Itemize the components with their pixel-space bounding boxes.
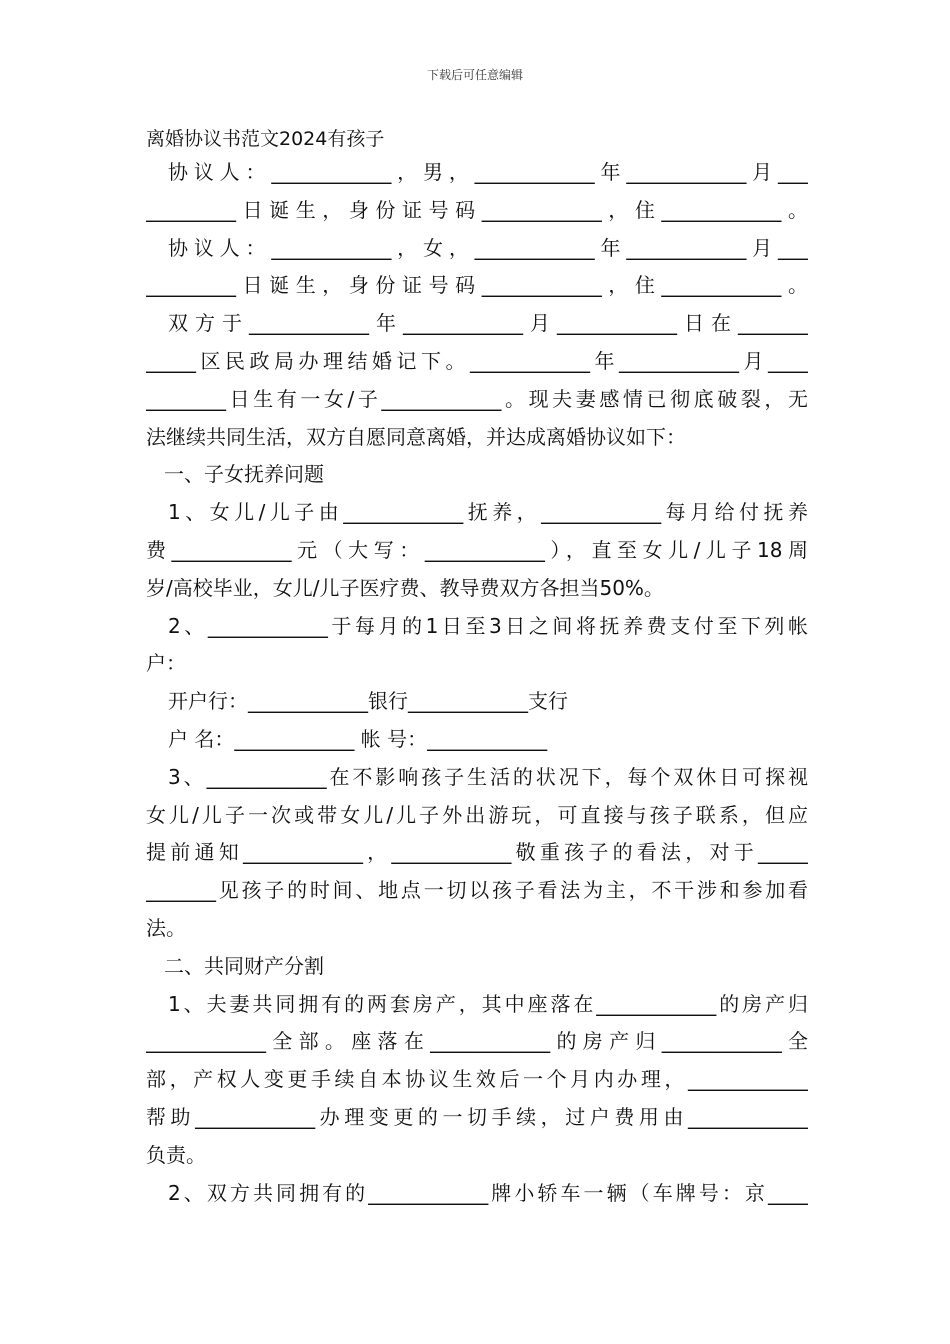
paragraph-line: ____________全部。座落在____________的房产归____________全 (146, 1029, 808, 1054)
paragraph-line: 负责。 (146, 1142, 206, 1167)
paragraph-line: 提前通知____________，____________敬重孩子的看法，对于_____ (146, 840, 808, 865)
paragraph-line: 户 名：____________ 帐 号：____________ (168, 726, 548, 751)
paragraph-line: 部，产权人变更手续自本协议生效后一个月内办理，____________ (146, 1067, 808, 1092)
document-body (146, 154, 808, 1212)
paragraph-line: 女儿/儿子一次或带女儿/儿子外出游玩，可直接与孩子联系，但应 (146, 802, 808, 827)
paragraph-line: 2、____________于每月的1日至3日之间将抚养费支付至下列帐 (168, 613, 808, 638)
paragraph-line: 法继续共同生活，双方自愿同意离婚，并达成离婚协议如下： (146, 424, 686, 449)
paragraph-line: 2、双方共同拥有的____________牌小轿车一辆（车牌号：京____ (168, 1180, 808, 1205)
paragraph-line: 3、____________在不影响孩子生活的状况下，每个双休日可探视 (168, 764, 808, 789)
paragraph-line: 岁/高校毕业，女儿/儿子医疗费、教导费双方各担当50%。 (146, 575, 664, 600)
paragraph-line: _________日诞生，身份证号码____________，住____________。 (146, 273, 808, 298)
paragraph-line: 1、女儿/儿子由____________抚养，____________每月给付抚养 (168, 500, 808, 525)
paragraph-line: 协议人：____________，女，____________年____________月___ (168, 235, 808, 260)
paragraph-line: 协议人：____________，男，____________年____________月___ (168, 160, 808, 184)
paragraph-line: 户： (146, 651, 186, 676)
paragraph-line: 开户行：____________银行____________支行 (168, 689, 568, 714)
section-heading: 一、子女抚养问题 (164, 462, 324, 487)
page-header: 下载后可任意编辑 (426, 68, 523, 82)
section-heading: 二、共同财产分割 (164, 953, 324, 978)
paragraph-line: _____区民政局办理结婚记下。____________年____________月____ (146, 348, 808, 373)
paragraph-line: _________日诞生，身份证号码____________，住____________。 (146, 197, 808, 222)
paragraph-line: 双方于____________年____________月____________日在_______ (168, 311, 808, 336)
paragraph-line: 1、夫妻共同拥有的两套房产，其中座落在____________的房产归 (168, 991, 808, 1016)
paragraph-line: 费____________元（大写：____________），直至女儿/儿子18周 (146, 537, 808, 562)
document-title: 离婚协议书范文2024有孩子 (146, 128, 385, 150)
paragraph-line: 帮助____________办理变更的一切手续，过户费用由____________ (146, 1104, 808, 1129)
paragraph-line: _______见孩子的时间、地点一切以孩子看法为主，不干涉和参加看 (146, 878, 808, 903)
paragraph-line: ________日生有一女/子____________。现夫妻感情已彻底破裂，无 (146, 386, 808, 411)
paragraph-line: 法。 (146, 915, 186, 940)
